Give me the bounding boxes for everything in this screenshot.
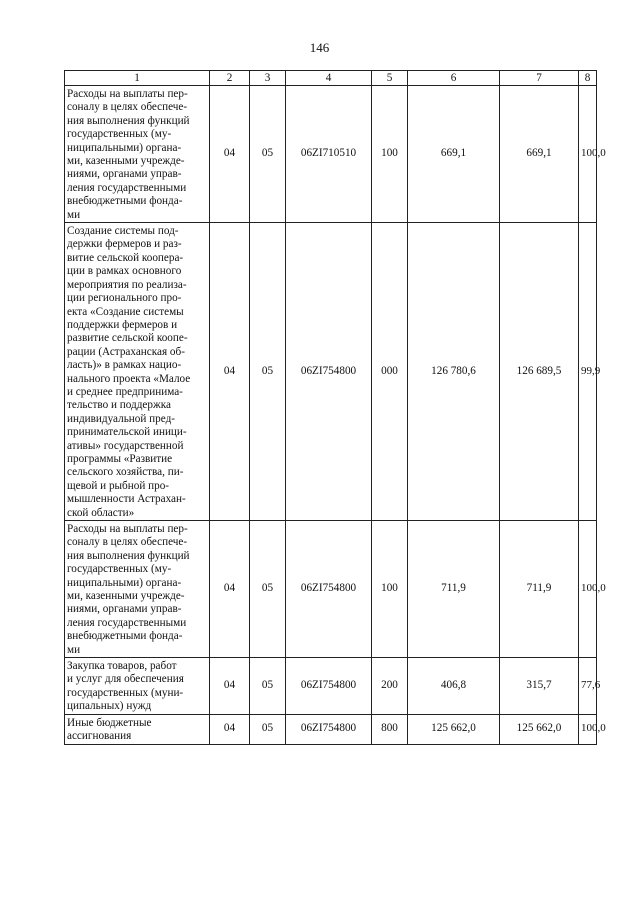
description-line: ассигнования	[67, 730, 132, 743]
executed-amount: 315,7	[500, 658, 579, 715]
table-row	[65, 658, 597, 715]
description-line: ции регионального про-	[67, 292, 182, 305]
section-code: 04	[210, 658, 250, 715]
description-line: ниципальными) органа-	[67, 576, 182, 589]
description-line: Иные бюджетные	[67, 716, 152, 729]
table-row	[65, 86, 597, 223]
execution-percent: 100,0	[579, 714, 597, 744]
description-line: сельского хозяйства, пи-	[67, 466, 184, 479]
description-line: ми, казенными учрежде-	[67, 590, 185, 603]
planned-amount: 669,1	[408, 86, 500, 223]
row-description	[65, 223, 210, 521]
description-line: Расходы на выплаты пер-	[67, 88, 188, 100]
row-description	[65, 658, 210, 715]
target-article-code: 06ZI754800	[286, 521, 372, 658]
description-line: витие сельской коопера-	[67, 251, 184, 264]
target-article-code: 06ZI754800	[286, 714, 372, 744]
description-line: поддержки фермеров и	[67, 318, 178, 331]
column-header: 3	[250, 71, 286, 86]
column-header: 1	[65, 71, 210, 86]
description-text	[67, 523, 207, 657]
description-line: ления государственными	[67, 181, 187, 194]
description-line: Создание системы под-	[67, 225, 179, 238]
planned-amount: 406,8	[408, 658, 500, 715]
description-line: ниями, органами управ-	[67, 168, 182, 181]
executed-amount: 125 662,0	[500, 714, 579, 744]
executed-amount: 126 689,5	[500, 223, 579, 521]
subsection-code: 05	[250, 86, 286, 223]
description-line: ципальных) нужд	[67, 700, 152, 713]
description-line: ния выполнения функций	[67, 549, 190, 562]
column-header: 4	[286, 71, 372, 86]
description-text	[67, 717, 207, 744]
description-line: государственных (му-	[67, 563, 172, 576]
target-article-code: 06ZI710510	[286, 86, 372, 223]
description-line: индивидуальной пред-	[67, 412, 175, 425]
expense-type-code: 100	[372, 521, 408, 658]
row-description	[65, 521, 210, 658]
description-line: ативы» государственной	[67, 439, 184, 452]
column-header: 6	[408, 71, 500, 86]
description-line: государственных (муни-	[67, 686, 184, 699]
description-line: держки фермеров и раз-	[67, 238, 182, 251]
description-line: рации (Астраханская об-	[67, 345, 185, 358]
table-row	[65, 223, 597, 521]
description-line: ской области»	[67, 506, 135, 519]
expense-type-code: 100	[372, 86, 408, 223]
table-row	[65, 714, 597, 744]
budget-table	[64, 70, 606, 745]
description-text	[67, 88, 207, 222]
description-line: нального проекта «Малое	[67, 372, 191, 385]
page-number: 146	[309, 40, 330, 55]
expense-type-code: 200	[372, 658, 408, 715]
description-line: соналу в целях обеспече-	[67, 536, 188, 549]
target-article-code: 06ZI754800	[286, 658, 372, 715]
subsection-code: 05	[250, 521, 286, 658]
description-line: тельство и поддержка	[67, 399, 171, 412]
execution-percent: 99,9	[579, 223, 597, 521]
row-description	[65, 86, 210, 223]
planned-amount: 125 662,0	[408, 714, 500, 744]
description-line: ми	[67, 643, 81, 656]
description-line: мероприятия по реализа-	[67, 278, 187, 291]
description-line: внебюджетными фонда-	[67, 630, 183, 643]
description-line: ниципальными) органа-	[67, 141, 182, 154]
table-header-row	[65, 71, 597, 86]
description-line: развитие сельской коопе-	[67, 332, 188, 345]
section-code: 04	[210, 223, 250, 521]
planned-amount: 126 780,6	[408, 223, 500, 521]
subsection-code: 05	[250, 714, 286, 744]
description-line: внебюджетными фонда-	[67, 195, 183, 208]
description-line: Закупка товаров, работ	[67, 660, 177, 673]
column-header: 7	[500, 71, 579, 86]
description-line: щевой и рыбной про-	[67, 479, 170, 492]
description-line: Расходы на выплаты пер-	[67, 523, 188, 535]
execution-percent: 77,6	[579, 658, 597, 715]
execution-percent: 100,0	[579, 521, 597, 658]
row-description	[65, 714, 210, 744]
section-code: 04	[210, 714, 250, 744]
section-code: 04	[210, 86, 250, 223]
subsection-code: 05	[250, 658, 286, 715]
description-line: ления государственными	[67, 616, 187, 629]
description-line: мышленности Астрахан-	[67, 493, 186, 506]
table-row	[65, 521, 597, 658]
description-text	[67, 660, 207, 714]
description-line: и услуг для обеспечения	[67, 673, 184, 686]
description-line: ласть)» в рамках нацио-	[67, 359, 182, 372]
description-line: ми, казенными учрежде-	[67, 155, 185, 168]
description-line: екта «Создание системы	[67, 305, 184, 318]
description-text	[67, 225, 207, 520]
expense-type-code: 800	[372, 714, 408, 744]
planned-amount: 711,9	[408, 521, 500, 658]
execution-percent: 100,0	[579, 86, 597, 223]
expense-type-code: 000	[372, 223, 408, 521]
column-header: 2	[210, 71, 250, 86]
description-line: ния выполнения функций	[67, 114, 190, 127]
column-header: 8	[579, 71, 597, 86]
executed-amount: 669,1	[500, 86, 579, 223]
description-line: и среднее предпринима-	[67, 385, 183, 398]
description-line: программы «Развитие	[67, 452, 173, 465]
description-line: ниями, органами управ-	[67, 603, 182, 616]
description-line: соналу в целях обеспече-	[67, 101, 188, 114]
column-header: 5	[372, 71, 408, 86]
description-line: ции в рамках основного	[67, 265, 182, 278]
target-article-code: 06ZI754800	[286, 223, 372, 521]
description-line: ми	[67, 208, 81, 221]
description-line: принимательской иници-	[67, 426, 187, 439]
section-code: 04	[210, 521, 250, 658]
description-line: государственных (му-	[67, 128, 172, 141]
subsection-code: 05	[250, 223, 286, 521]
executed-amount: 711,9	[500, 521, 579, 658]
